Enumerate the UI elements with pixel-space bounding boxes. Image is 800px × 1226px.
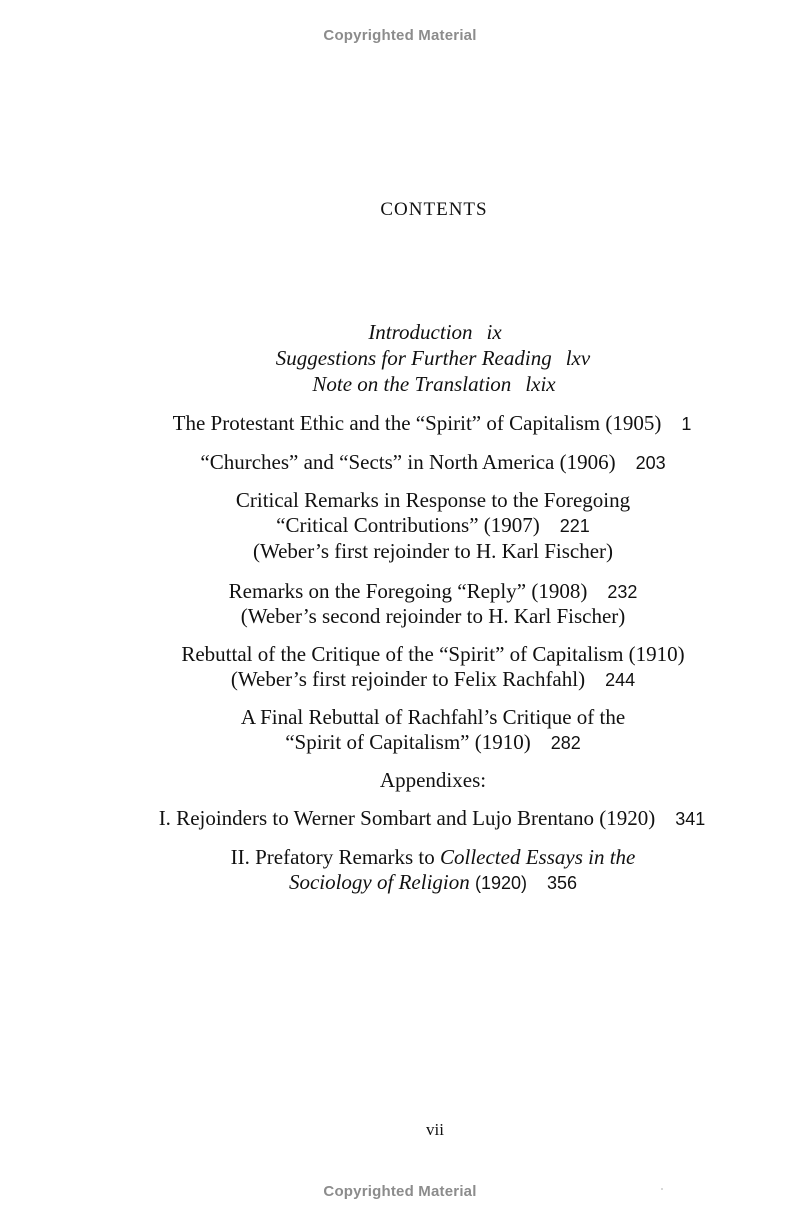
toc-entry-title: I. Rejoinders to Werner Sombart and Lujo Brentano (1920) <box>158 806 656 830</box>
toc-entry-critical-remarks[interactable] <box>33 488 800 513</box>
toc-entry-subtitle: (Weber’s second rejoinder to H. Karl Fischer) <box>240 604 626 628</box>
toc-entry-title: Note on the Translation <box>312 372 512 396</box>
toc-entry-title: Remarks on the Foregoing “Reply” (1908) <box>228 579 588 603</box>
toc-entry-page: 356 <box>547 873 578 893</box>
toc-entry-subtitle: (Weber’s first rejoinder to H. Karl Fischer) <box>252 539 614 563</box>
toc-entry-introduction[interactable] <box>35 320 800 345</box>
toc-entry-subtitle: (Weber’s first rejoinder to Felix Rachfahl) <box>230 667 586 691</box>
copyright-watermark-top: Copyrighted Material <box>323 27 477 44</box>
toc-entry-page: 341 <box>675 809 706 829</box>
toc-entry-rebuttal-subtitle <box>33 667 800 693</box>
toc-entry-rebuttal[interactable] <box>33 642 800 667</box>
toc-entry-page: lxix <box>525 372 556 396</box>
toc-entry-remarks-reply-subtitle <box>33 604 800 629</box>
toc-entry-page: lxv <box>565 346 591 370</box>
toc-entry-churches-sects[interactable] <box>33 450 800 476</box>
toc-entry-prefix: II. Prefatory Remarks to <box>230 845 435 869</box>
toc-entry-title: A Final Rebuttal of Rachfahl’s Critique of the <box>240 705 626 729</box>
toc-entry-page: 244 <box>605 670 636 690</box>
toc-entry-page: 232 <box>607 582 638 602</box>
toc-entry-appendix-2[interactable] <box>33 845 800 870</box>
toc-entry-title: Suggestions for Further Reading <box>275 346 552 370</box>
toc-entry-final-rebuttal[interactable] <box>33 705 800 730</box>
toc-entry-title: The Protestant Ethic and the “Spirit” of Capitalism (1905) <box>172 411 662 435</box>
toc-entry-book-title: Collected Essays in the <box>439 845 636 869</box>
toc-entry-protestant-ethic[interactable] <box>32 411 800 437</box>
toc-entry-page: 1 <box>681 414 692 434</box>
toc-entry-critical-remarks-subtitle <box>33 539 800 564</box>
toc-entry-remarks-reply[interactable] <box>33 579 800 605</box>
toc-entry-translation-note[interactable] <box>34 372 800 397</box>
toc-entry-final-rebuttal-line2 <box>33 730 800 756</box>
contents-heading: CONTENTS <box>380 199 488 220</box>
copyright-watermark-bottom: Copyrighted Material <box>323 1183 477 1200</box>
toc-entry-year: (1920) <box>474 873 528 893</box>
toc-entry-page: 282 <box>550 733 581 753</box>
toc-entry-further-reading[interactable] <box>33 346 800 371</box>
toc-entry-title: “Churches” and “Sects” in North America (1906) <box>200 450 616 474</box>
page-number: vii <box>426 1120 444 1139</box>
toc-entry-title: Critical Remarks in Response to the Foregoing <box>235 488 631 512</box>
toc-entry-critical-remarks-line2 <box>33 513 800 539</box>
toc-entry-page: ix <box>486 320 502 344</box>
toc-entry-title: Introduction <box>368 320 473 344</box>
toc-entry-title: “Critical Contributions” (1907) <box>276 513 540 537</box>
toc-entry-book-title: Sociology of Religion <box>288 870 470 894</box>
toc-entry-appendix-2-line2 <box>33 870 800 896</box>
toc-entry-title: Rebuttal of the Critique of the “Spirit” of Capitalism (1910) <box>181 642 685 666</box>
toc-entry-page: 221 <box>559 516 590 536</box>
toc-entry-page: 203 <box>635 453 666 473</box>
toc-entry-appendix-1[interactable] <box>32 806 800 832</box>
appendixes-label <box>33 768 800 793</box>
scan-speck <box>661 1188 663 1190</box>
toc-entry-title: “Spirit of Capitalism” (1910) <box>285 730 531 754</box>
appendixes-label-text: Appendixes: <box>379 768 487 792</box>
